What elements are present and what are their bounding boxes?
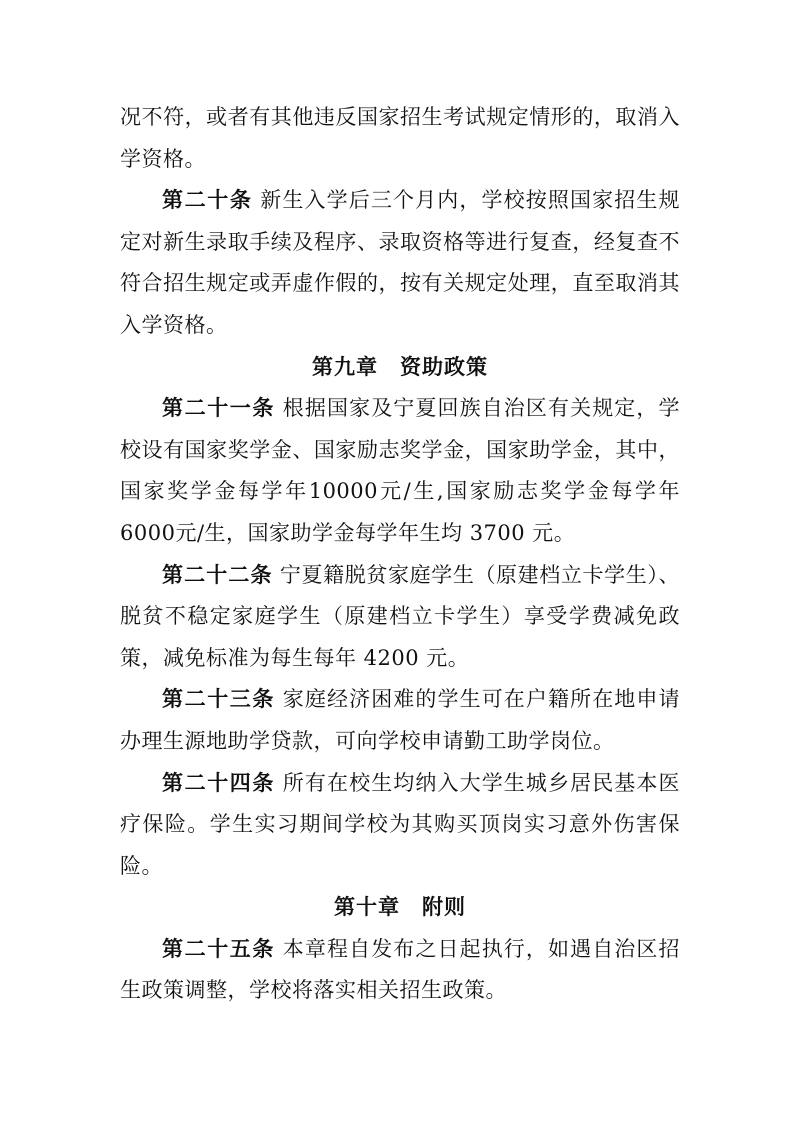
- article-22: [120, 555, 680, 680]
- article-23-title: 第二十三条: [162, 687, 276, 712]
- article-22-title: 第二十二条: [162, 562, 273, 587]
- article-20-title: 第二十条: [162, 188, 253, 213]
- paragraph-continuation: 况不符，或者有其他违反国家招生考试规定情形的，取消入学资格。: [120, 105, 680, 171]
- article-25: [120, 929, 680, 1012]
- chapter-9-heading: 第九章 资助政策: [312, 354, 488, 379]
- article-21-text: 根据国家及宁夏回族自治区有关规定，学校设有国家奖学金、国家励志奖学金，国家助学金，其中，国家奖学金每学年10000元/生,国家励志奖学金每学年6000元/生，国家助学金每学年生均 3700 元。: [120, 396, 680, 545]
- document-page: [120, 97, 680, 1012]
- article-23-text: 家庭经济困难的学生可在户籍所在地申请办理生源地助学贷款，可向学校申请勤工助学岗位。: [120, 687, 680, 753]
- chapter-10-heading: 第十章 附则: [334, 895, 466, 920]
- article-23: [120, 679, 680, 762]
- article-22-text: 宁夏籍脱贫家庭学生（原建档立卡学生）、脱贫不稳定家庭学生（原建档立卡学生）享受学费减免政策，减免标准为每生每年 4200 元。: [120, 562, 680, 670]
- article-24: [120, 763, 680, 888]
- article-24-text: 所有在校生均纳入大学生城乡居民基本医疗保险。学生实习期间学校为其购买顶岗实习意外伤害保险。: [120, 770, 680, 878]
- article-20-text: 新生入学后三个月内，学校按照国家招生规定对新生录取手续及程序、录取资格等进行复查，经复查不符合招生规定或弄虚作假的，按有关规定处理，直至取消其入学资格。: [120, 188, 680, 337]
- article-21: [120, 388, 680, 554]
- article-25-text: 本章程自发布之日起执行，如遇自治区招生政策调整，学校将落实相关招生政策。: [120, 936, 680, 1003]
- article-24-title: 第二十四条: [162, 770, 276, 795]
- article-21-title: 第二十一条: [162, 396, 276, 421]
- article-25-title: 第二十五条: [162, 936, 276, 961]
- article-20: [120, 180, 680, 346]
